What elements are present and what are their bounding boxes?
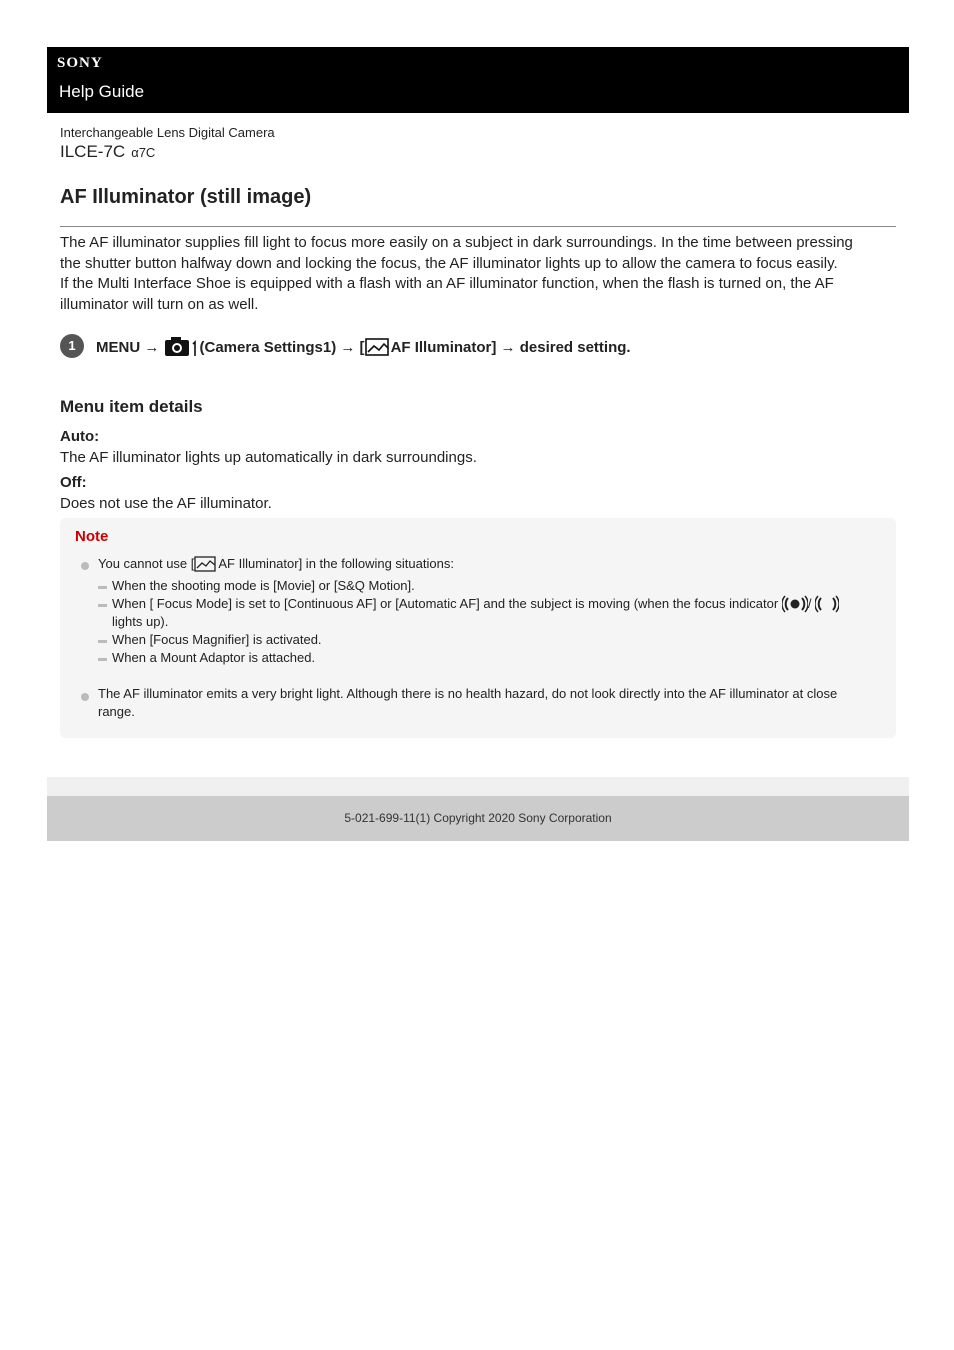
step-settings-text: (Camera Settings1) → [ bbox=[199, 339, 365, 356]
bullet-icon bbox=[81, 562, 89, 570]
dash-icon bbox=[98, 604, 107, 607]
dash-icon bbox=[98, 658, 107, 661]
camera-settings-icon bbox=[164, 335, 200, 357]
dash-icon bbox=[98, 586, 107, 589]
model-number: ILCE-7C bbox=[60, 142, 126, 161]
intro-line: If the Multi Interface Shoe is equipped with a flash with an AF illuminator function, when the flash is turned on, the AF bbox=[60, 275, 834, 292]
product-type: Interchangeable Lens Digital Camera bbox=[60, 125, 275, 140]
still-image-icon bbox=[194, 555, 218, 573]
still-image-icon bbox=[365, 337, 391, 357]
model-alias: α7C bbox=[131, 145, 156, 160]
footer bbox=[47, 796, 909, 841]
sony-logo[interactable]: SONY bbox=[57, 55, 103, 71]
focus-indicator-tracking-icon bbox=[815, 595, 839, 613]
page-title: AF Illuminator (still image) bbox=[60, 186, 312, 208]
off-description: Does not use the AF illuminator. bbox=[60, 495, 272, 512]
note-item-1-post: AF Illuminator] in the following situations: bbox=[218, 556, 454, 571]
note-title: Note bbox=[75, 528, 109, 545]
note-item-1-pre: You cannot use [ bbox=[98, 556, 195, 571]
dash-icon bbox=[98, 640, 107, 643]
auto-description: The AF illuminator lights up automatically in dark surroundings. bbox=[60, 449, 477, 466]
menu-details-heading: Menu item details bbox=[60, 397, 203, 416]
note-sub-item bbox=[112, 595, 839, 613]
note-item-2-line: range. bbox=[98, 704, 135, 719]
auto-term: Auto: bbox=[60, 428, 100, 445]
note-sub-2-text: When [ Focus Mode] is set to [Continuous AF] or [Automatic AF] and the subject is moving (when the focus indicator bbox=[112, 596, 779, 611]
note-sub-item: When [Focus Magnifier] is activated. bbox=[112, 632, 322, 647]
focus-indicator-locked-icon bbox=[782, 595, 808, 613]
note-sub-2-continuation: lights up). bbox=[112, 614, 169, 629]
title-divider bbox=[60, 226, 896, 227]
note-item-1 bbox=[98, 555, 454, 573]
header-bar bbox=[47, 47, 909, 113]
bullet-icon bbox=[81, 693, 89, 701]
intro-line: the shutter button halfway down and locking the focus, the AF illuminator lights up to allow the camera to focus easily. bbox=[60, 254, 838, 272]
help-guide-title[interactable]: Help Guide bbox=[59, 82, 145, 101]
note-sub-2-slash: / bbox=[807, 596, 812, 611]
step-instruction bbox=[96, 335, 631, 357]
step-end-text: AF Illuminator] → desired setting. bbox=[390, 339, 631, 356]
note-item-2-line: The AF illuminator emits a very bright light. Although there is no health hazard, do not look directly into the AF illuminator at close bbox=[98, 686, 838, 701]
note-item-2 bbox=[98, 685, 888, 721]
note-sub-item: When the shooting mode is [Movie] or [S&Q Motion]. bbox=[112, 578, 415, 593]
step-number-badge: 1 bbox=[60, 334, 84, 358]
intro-line: illuminator will turn on as well. bbox=[60, 295, 259, 313]
note-box bbox=[60, 518, 896, 738]
intro-line: The AF illuminator supplies fill light to focus more easily on a subject in dark surroundings. In the time between pressing bbox=[60, 234, 853, 251]
copyright-text: 5-021-699-11(1) Copyright 2020 Sony Corporation bbox=[344, 811, 612, 825]
step-1 bbox=[60, 333, 900, 359]
model-name bbox=[60, 142, 155, 162]
note-sub-item: When a Mount Adaptor is attached. bbox=[112, 650, 316, 665]
off-term: Off: bbox=[60, 474, 87, 491]
step-menu-text: MENU → bbox=[96, 339, 160, 356]
footer-spacer bbox=[47, 777, 909, 796]
intro-paragraph bbox=[60, 233, 900, 315]
